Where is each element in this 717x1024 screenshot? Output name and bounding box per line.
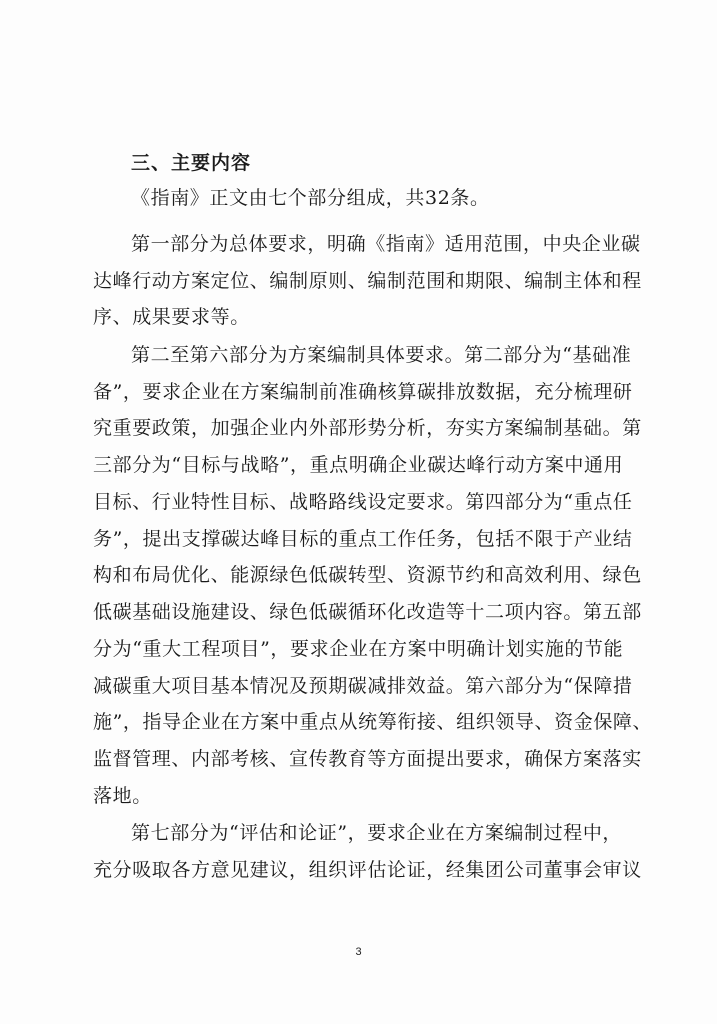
text-line: 《指南》正文由七个部分组成，共32条。	[131, 187, 490, 209]
page-number: 3	[355, 946, 362, 958]
text-line: 第七部分为“评估和论证”，要求企业在方案编制过程中，	[131, 822, 623, 844]
text-line: 达峰行动方案定位、编制原则、编制范围和期限、编制主体和程	[93, 270, 642, 292]
text-line: 第二至第六部分为方案编制具体要求。第二部分为“基础准	[131, 344, 632, 366]
text-line: 低碳基础设施建设、绿色低碳循环化改造等十二项内容。第五部	[93, 601, 642, 623]
text-line: 务”，提出支撑碳达峰目标的重点工作任务，包括不限于产业结	[93, 528, 633, 550]
text-line: 序、成果要求等。	[93, 306, 250, 328]
text-line: 充分吸取各方意见建议，组织评估论证，经集团公司董事会审议	[93, 859, 642, 881]
text-line: 监督管理、内部考核、宣传教育等方面提出要求，确保方案落实	[93, 748, 642, 770]
text-line: 备”，要求企业在方案编制前准确核算碳排放数据，充分梳理研	[93, 381, 633, 403]
text-line: 落地。	[93, 785, 152, 807]
section-heading: 三、主要内容	[131, 152, 252, 174]
text-line: 分为“重大工程项目”，要求企业在方案中明确计划实施的节能	[93, 638, 624, 660]
text-line: 目标、行业特性目标、战略路线设定要求。第四部分为“重点任	[93, 491, 633, 513]
text-line: 三部分为“目标与战略”，重点明确企业碳达峰行动方案中通用	[93, 454, 624, 476]
text-line: 构和布局优化、能源绿色低碳转型、资源节约和高效利用、绿色	[93, 564, 642, 586]
text-line: 施”，指导企业在方案中重点从统筹衔接、组织领导、资金保障、	[93, 711, 653, 733]
text-line: 减碳重大项目基本情况及预期碳减排效益。第六部分为“保障措	[93, 675, 633, 697]
text-line: 究重要政策，加强企业内外部形势分析，夯实方案编制基础。第	[93, 417, 642, 439]
text-line: 第一部分为总体要求，明确《指南》适用范围，中央企业碳	[131, 233, 641, 255]
